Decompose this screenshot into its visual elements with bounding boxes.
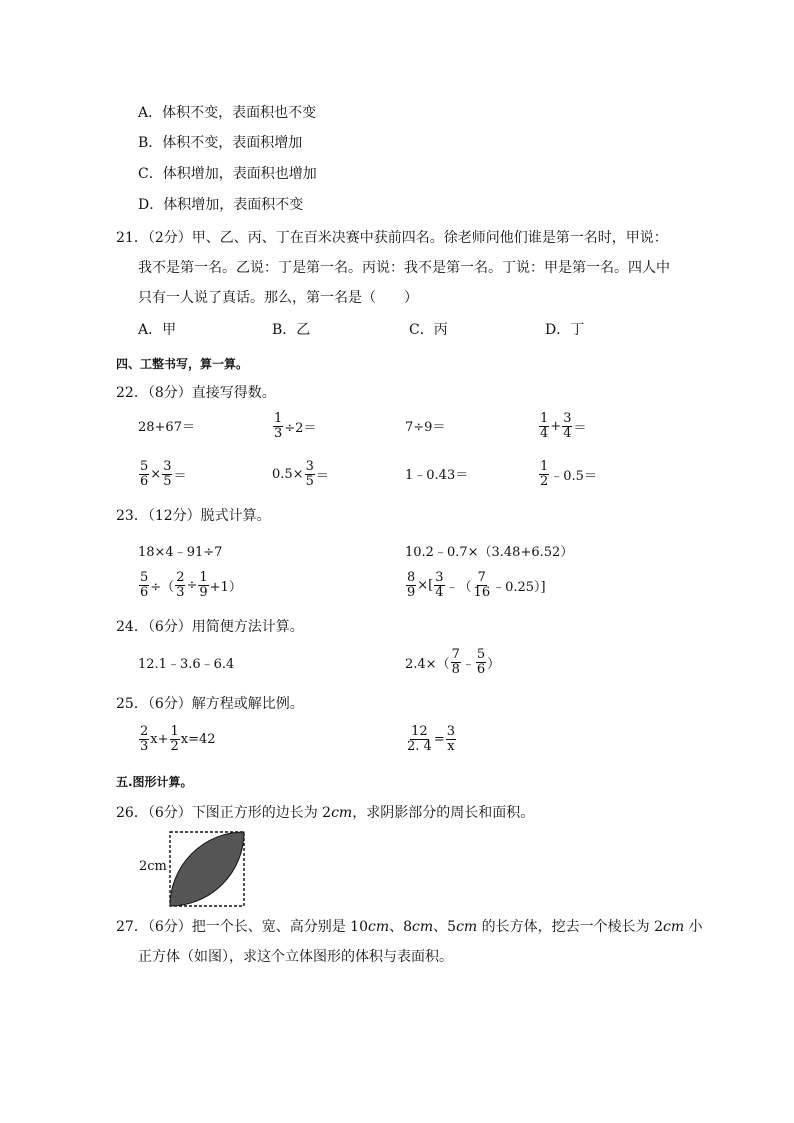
q21-option-a: A．甲 [138,322,177,338]
q26-figure-label: 2cm [139,859,167,874]
q21-option-c: C．丙 [409,322,448,338]
q24-expr-1: 12.1﹣3.6﹣6.4 [138,656,235,672]
q22-expr-1: 28+67＝ [138,419,195,435]
q22-expr-2: $\frac{1}{3}$ ÷2＝ [274,411,317,441]
fraction: $\frac{7}{16}$ [473,570,491,600]
q26-title: 26．（6分）下图正方形的边长为 2cm，求阴影部分的周长和面积。 [116,805,535,821]
fraction: $\frac{7}{8}$ [451,647,460,677]
q24-title: 24．（6分）用简便方法计算。 [116,619,304,635]
q23-expr-4: $\frac{8}{9}$ ×[ $\frac{3}{4}$ ﹣（ $\frac{7}{16}$ ﹣0.25）] [407,570,546,600]
q22-expr-5: $\frac{5}{6}$ × $\frac{3}{5}$ ＝ [140,459,187,489]
q22-expr-6: 0.5× $\frac{3}{5}$ ＝ [272,459,329,489]
fraction: $\frac{3}{5}$ [305,459,314,489]
q21-option-b: B．乙 [272,322,311,338]
q23-expr-1: 18×4﹣91÷7 [138,544,223,560]
fraction: $\frac{3}{4}$ [563,411,572,441]
q20-option-c: C．体积增加，表面积也增加 [138,166,317,182]
fraction: $\frac{3}{4}$ [435,570,444,600]
fraction: $\frac{3}{x}$ [446,724,455,754]
q25-title: 25．（6分）解方程或解比例。 [116,696,304,712]
q26-square-figure [168,830,248,908]
fraction: $\frac{2}{3}$ [140,724,149,754]
q22-expr-4: $\frac{1}{4}$ + $\frac{3}{4}$ ＝ [540,411,587,441]
q22-title: 22．（8分）直接写得数。 [116,385,276,401]
q25-expr-2: $\frac{12}{2. 4}$ = $\frac{3}{x}$ [407,724,455,754]
q22-expr-8: $\frac{1}{2}$ ﹣0.5＝ [540,459,597,489]
q21-line1: 21．（2分）甲、乙、丙、丁在百米决赛中获前四名。徐老师问他们谁是第一名时，甲说： [116,230,668,246]
q22-expr-3: 7÷9＝ [405,419,446,435]
q25-expr-1: $\frac{2}{3}$ x+ $\frac{1}{2}$ x=42 [140,724,216,754]
fraction: $\frac{1}{4}$ [540,411,549,441]
q21-line3: 只有一人说了真话。那么，第一名是（ ） [138,290,418,306]
q22-expr-7: 1﹣0.43＝ [405,467,469,483]
q23-expr-3: $\frac{5}{6}$ ÷（ $\frac{2}{3}$ ÷ $\frac{1}{9}$ +1） [140,570,242,600]
fraction: $\frac{5}{6}$ [140,570,149,600]
q24-expr-2: 2.4×（ $\frac{7}{8}$ ﹣ $\frac{5}{6}$ ） [405,647,501,677]
fraction: $\frac{2}{3}$ [176,570,185,600]
q21-option-d: D．丁 [545,322,585,338]
q20-option-b: B．体积不变，表面积增加 [138,135,303,151]
fraction: $\frac{1}{2}$ [170,724,179,754]
fraction: $\frac{3}{5}$ [163,459,172,489]
q21-line2: 我不是第一名。乙说：丁是第一名。丙说：我不是第一名。丁说：甲是第一名。四人中 [138,260,670,276]
fraction: $\frac{5}{6}$ [140,459,149,489]
section-4-heading: 四、工整书写，算一算。 [116,357,249,371]
q20-option-d: D．体积增加，表面积不变 [138,197,304,213]
q27-line1: 27．（6分）把一个长、宽、高分别是 10cm、8cm、5cm 的长方体，挖去一个棱长为 2cm 小 [116,919,703,935]
fraction: $\frac{8}{9}$ [407,570,416,600]
fraction: $\frac{1}{2}$ [540,459,549,489]
q27-line2: 正方体（如图），求这个立体图形的体积与表面积。 [138,949,453,965]
fraction: $\frac{12}{2. 4}$ [407,724,432,754]
fraction: $\frac{1}{9}$ [199,570,208,600]
q20-option-a: A．体积不变，表面积也不变 [138,105,317,121]
fraction: $\frac{5}{6}$ [476,647,486,677]
shaded-leaf [170,832,244,906]
fraction: $\frac{1}{3}$ [274,411,283,441]
q23-expr-2: 10.2﹣0.7×（3.48+6.52） [405,544,574,560]
q23-title: 23．（12分）脱式计算。 [116,508,271,524]
section-5-heading: 五.图形计算。 [116,775,193,789]
